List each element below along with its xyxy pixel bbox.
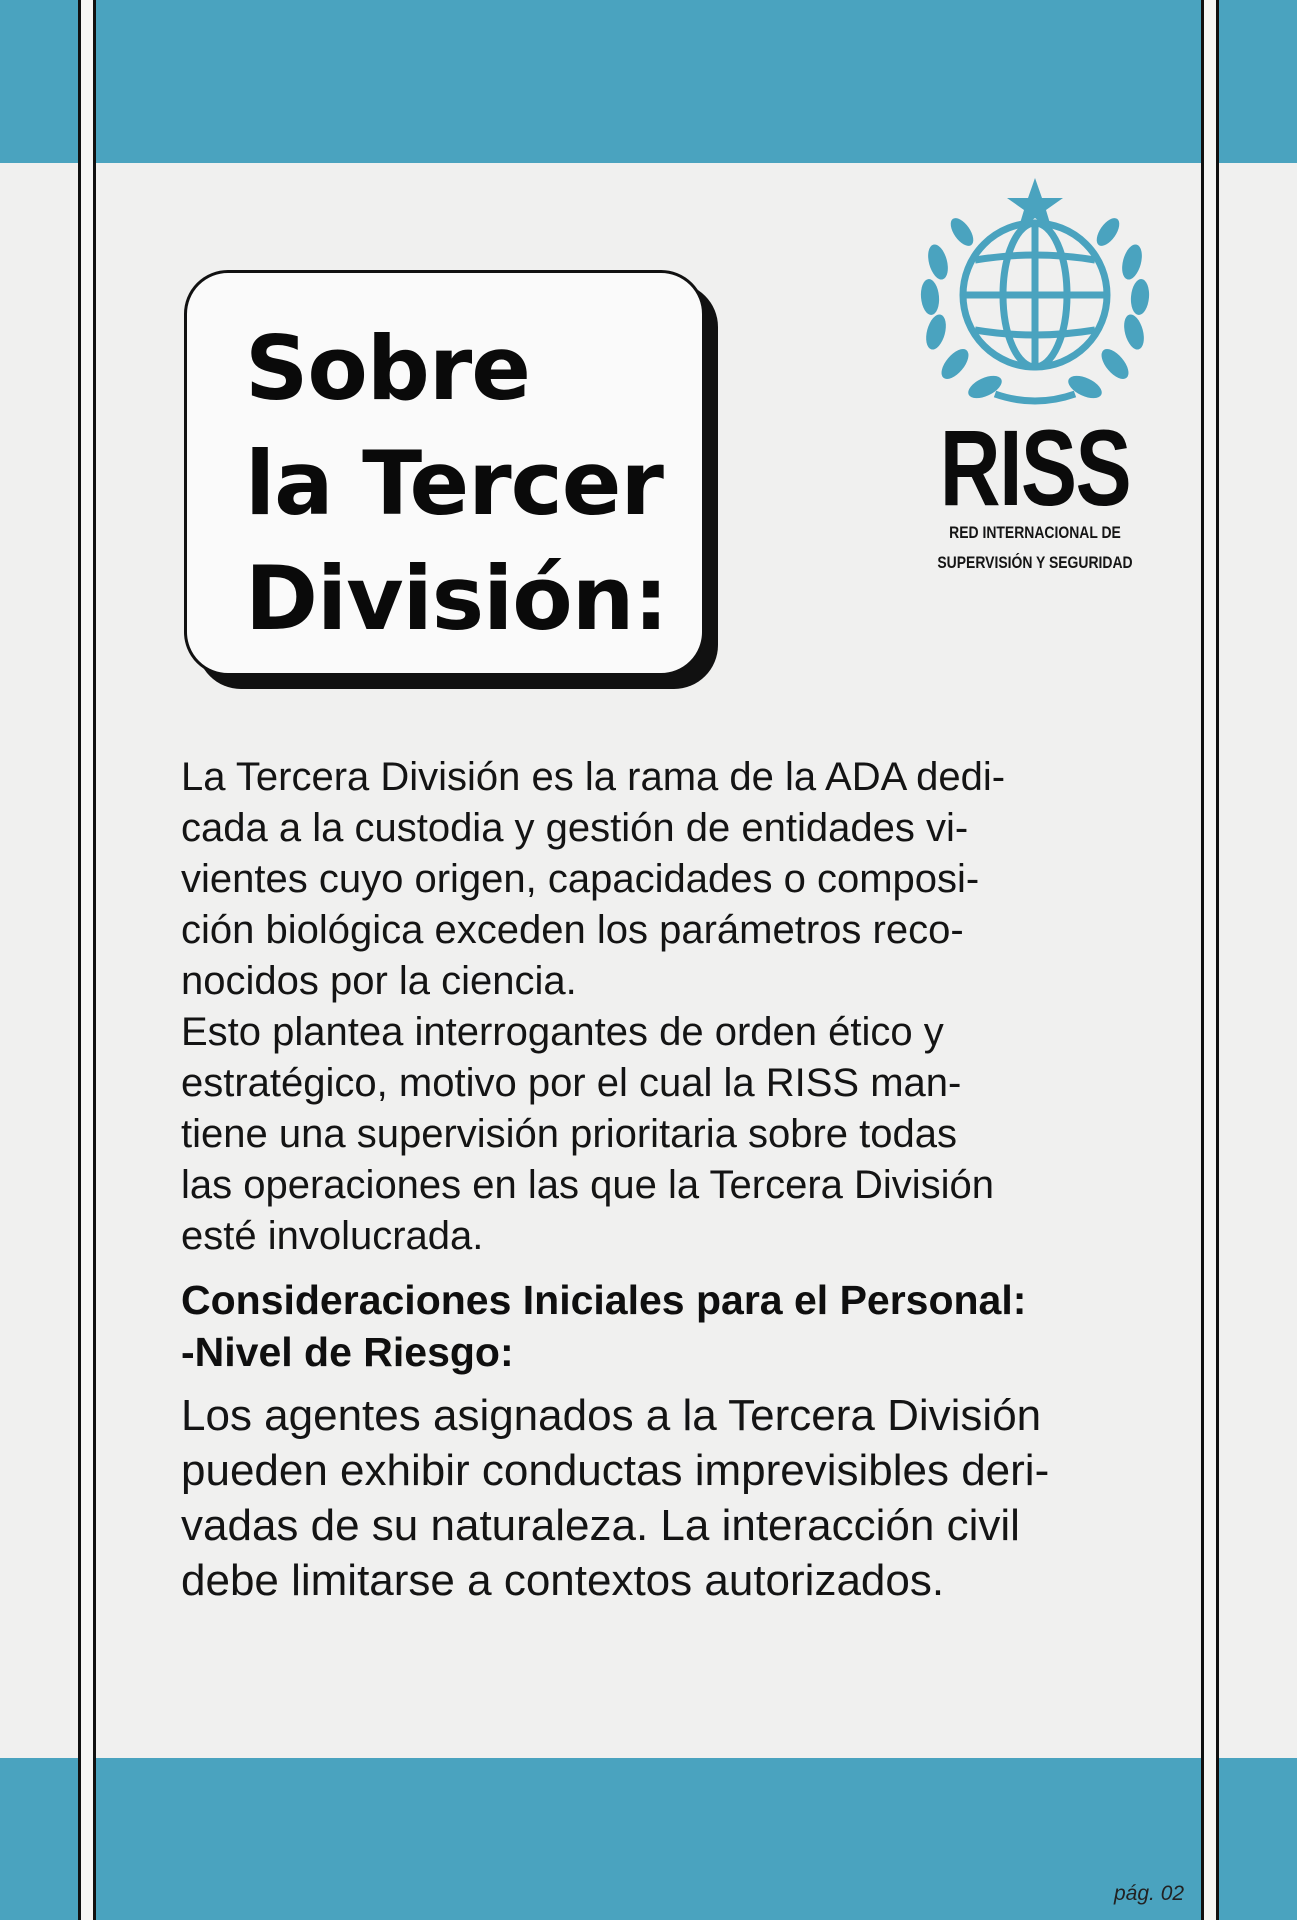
page-number: pág. 02 [1114,1882,1185,1905]
heading-line: Consideraciones Iniciales para el Personal: [181,1277,1027,1323]
page-title [245,311,668,656]
left-border-line-inner [93,0,96,1920]
title-line: Sobre [245,317,530,420]
section-heading [181,1274,1141,1378]
text-line: estratégico, motivo por el cual la RISS man- [181,1061,962,1105]
heading-line: -Nivel de Riesgo: [181,1329,514,1375]
text-line: pueden exhibir conductas imprevisibles deri- [181,1446,1050,1495]
logo-acronym: RISS [939,407,1131,528]
text-line: las operaciones en las que la Tercera División [181,1163,995,1207]
logo-subtitle-line: SUPERVISIÓN Y SEGURIDAD [937,553,1133,572]
text-line: La Tercera División es la rama de la ADA dedi- [181,755,1006,799]
right-border-line-inner [1201,0,1204,1920]
text-line: ción biológica exceden los parámetros reco- [181,908,964,952]
text-line: cada a la custodia y gestión de entidades vi- [181,806,969,850]
text-line: nocidos por la ciencia. [181,959,577,1003]
text-line: Esto plantea interrogantes de orden ético y [181,1010,944,1054]
text-line: esté involucrada. [181,1214,484,1258]
right-border-line-outer [1216,0,1219,1920]
logo-subtitle-line: RED INTERNACIONAL DE [949,523,1121,542]
left-border-line-outer [78,0,81,1920]
risk-paragraph [181,1388,1141,1608]
text-line: tiene una supervisión prioritaria sobre todas [181,1112,957,1156]
left-gutter [80,0,94,1920]
title-card [184,270,705,676]
text-line: vientes cuyo origen, capacidades o composi- [181,857,980,901]
text-line: debe limitarse a contextos autorizados. [181,1556,945,1605]
title-line: la Tercer [245,432,663,535]
title-line: División: [245,547,668,650]
globe-laurel-star-icon [900,172,1170,412]
bottom-color-band [0,1758,1297,1920]
intro-paragraph [181,752,1141,1262]
riss-logo [895,172,1175,592]
right-gutter [1203,0,1217,1920]
top-color-band [0,0,1297,163]
text-line: vadas de su naturaleza. La interacción civil [181,1501,1020,1550]
text-line: Los agentes asignados a la Tercera División [181,1391,1042,1440]
